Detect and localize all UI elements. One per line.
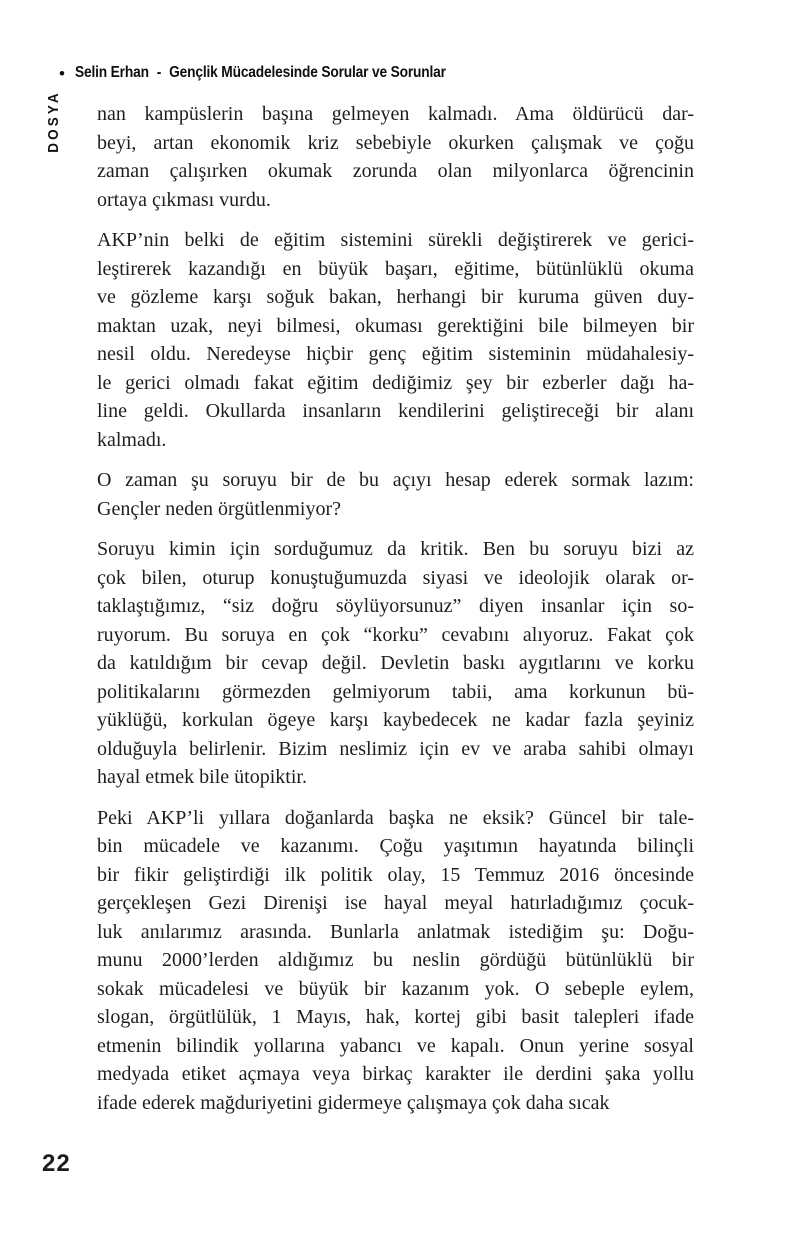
text-line: çok bilen, oturup konuştuğumuzda siyasi ve ideolojik olarak or- [97,566,694,589]
text-line: etmenin bilindik yollarına yabancı ve kapalı. Onun yerine sosyal [97,1034,694,1057]
header-text [75,64,446,82]
text-line: maktan uzak, neyi bilmesi, okuması gerektiğini bile bilmeyen bir [97,314,694,337]
bullet-icon: • [59,63,65,83]
text-line: yüklüğü, korkulan ögeye karşı kaybedecek ne kadar fazla şeyiniz [97,709,694,731]
text-line: munu 2000’lerden aldığımız bu neslin gördüğü bütünlüklü bir [97,949,694,971]
text-line: Peki AKP’li yıllara doğanlarda başka ne eksik? Güncel bir tale- [97,806,694,829]
text-line: kalmadı. [97,428,167,451]
paragraph [97,226,694,454]
text-line: nan kampüslerin başına gelmeyen kalmadı. Ama öldürücü dar- [97,103,694,125]
text-line: AKP’nin belki de eğitim sistemini sürekli değiştirerek ve gerici- [97,229,694,251]
header-article-title: Gençlik Mücadelesinde Sorular ve Sorunlar [169,64,446,81]
text-line: gerçekleşen Gezi Direnişi ise hayal meyal hatırladığımız çocuk- [97,892,694,914]
text-line: medyada etiket açmaya veya birkaç karakter ile derdini şaka yollu [97,1063,694,1085]
paragraph [97,466,694,523]
text-line: leştirerek kazandığı en büyük başarı, eğitime, bütünlüklü okuma [97,257,694,280]
page-number: 22 [42,1150,71,1177]
text-line: le gerici olmadı fakat eğitim dediğimiz şey bir ezberler dağı ha- [97,371,694,394]
text-line: taklaştığımız, “siz doğru söylüyorsunuz” diyen insanlar için so- [97,595,694,617]
text-line: ve gözleme karşı soğuk bakan, herhangi bir kuruma güven duy- [97,286,694,308]
text-line: O zaman şu soruyu bir de bu açıyı hesap ederek sormak lazım: [97,469,694,491]
body-paragraphs [97,100,694,1117]
text-line: nesil oldu. Neredeyse hiçbir genç eğitim sisteminin müdahalesiy- [97,343,694,365]
text-line: luk anılarımız arasında. Bunlarla anlatmak istediğim şu: Doğu- [97,920,694,943]
text-line: da katıldığım bir cevap değil. Devletin baskı aygıtlarını ve korku [97,652,694,674]
text-line: ifade ederek mağduriyetini gidermeye çalışmaya çok daha sıcak [97,1091,610,1114]
text-line: line geldi. Okullarda insanların kendilerini geliştireceği bir alanı [97,400,694,422]
text-line: politikalarını görmezden gelmiyorum tabii, ama korkunun bü- [97,680,694,703]
text-line: Soruyu kimin için sorduğumuz da kritik. Ben bu soruyu bizi az [97,538,694,560]
text-line: ortaya çıkması vurdu. [97,188,271,211]
text-line: hayal etmek bile ütopiktir. [97,766,307,788]
paragraph [97,535,694,792]
text-line: bir fikir geliştirdiği ilk politik olay, 15 Temmuz 2016 öncesinde [97,863,694,886]
text-line: zaman çalışırken okumak zorunda olan milyonlarca öğrencinin [97,160,694,182]
header-author: Selin Erhan [74,64,149,81]
paragraph [97,100,694,214]
text-line: Gençler neden örgütlenmiyor? [97,497,341,520]
paragraph [97,804,694,1118]
text-line: slogan, örgütlülük, 1 Mayıs, hak, kortej gibi basit talepleri ifade [97,1006,694,1028]
text-line: beyi, artan ekonomik kriz sebebiyle okurken çalışmak ve çoğu [97,131,694,154]
text-line: ruyorum. Bu soruya en çok “korku” cevabını alıyoruz. Fakat çok [97,623,694,646]
text-line: sokak mücadelesi ve büyük bir kazanım yok. O sebeple eylem, [97,977,694,1000]
header-separator: - [156,64,162,81]
running-header [59,64,506,82]
section-label-vertical: DOSYA [45,90,62,153]
text-line: olduğuyla belirlenir. Bizim neslimiz için ev ve araba sahibi olmayı [97,737,694,760]
text-line: bin mücadele ve kazanımı. Çoğu yaşıtımın hayatında bilinçli [97,835,694,857]
